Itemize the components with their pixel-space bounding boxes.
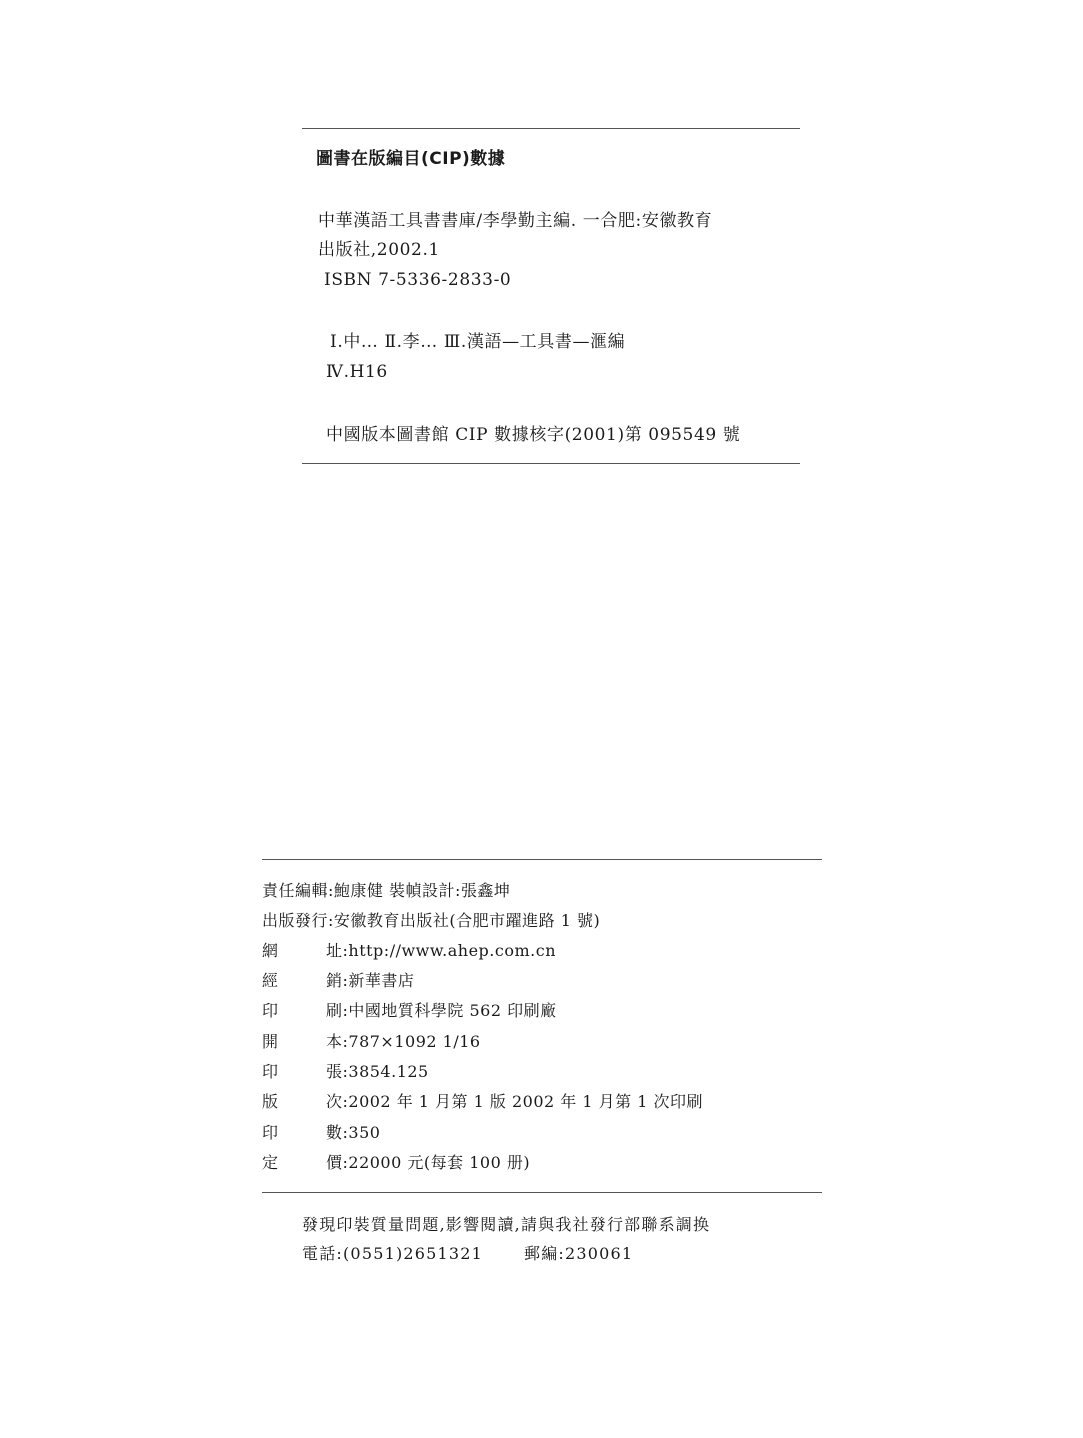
cip-line-2: 出版社,2002.1 xyxy=(318,240,440,260)
cip-isbn: ISBN 7-5336-2833-0 xyxy=(324,270,512,290)
cip-bottom-rule xyxy=(302,463,800,464)
cip-top-rule xyxy=(302,128,800,129)
imprint-row-label: 印 xyxy=(262,1062,279,1081)
imprint-row-label: 印 xyxy=(262,1001,279,1020)
imprint-row-value: 本:787×1092 1/16 xyxy=(326,1032,481,1051)
imprint-row-value: 張:3854.125 xyxy=(326,1062,429,1081)
contact-postcode: 郵編:230061 xyxy=(524,1244,634,1263)
imprint-row-label: 經 xyxy=(262,971,279,990)
imprint-row-label: 網 xyxy=(262,941,279,960)
cip-record: 中國版本圖書館 CIP 數據核字(2001)第 095549 號 xyxy=(326,425,741,445)
cip-subjects: Ⅰ.中… Ⅱ.李… Ⅲ.漢語—工具書—滙編 xyxy=(330,332,626,352)
imprint-bottom-rule xyxy=(262,1192,822,1193)
imprint-row-value: 址:http://www.ahep.com.cn xyxy=(326,941,557,960)
imprint-row-value: 刷:中國地質科學院 562 印刷廠 xyxy=(326,1001,557,1020)
imprint-row-value: 次:2002 年 1 月第 1 版 2002 年 1 月第 1 次印刷 xyxy=(326,1092,703,1111)
imprint-publisher: 出版發行:安徽教育出版社(合肥市躍進路 1 號) xyxy=(262,911,601,930)
imprint-row-value: 銷:新華書店 xyxy=(326,971,415,990)
contact-phone: 電話:(0551)2651321 xyxy=(302,1244,484,1263)
imprint-editor: 責任編輯:鮑康健 裝幀設計:張鑫坤 xyxy=(262,881,511,900)
cip-classification: Ⅳ.H16 xyxy=(326,362,388,382)
imprint-row-value: 數:350 xyxy=(326,1123,381,1142)
imprint-row-label: 開 xyxy=(262,1032,279,1051)
cip-title: 圖書在版編目(CIP)數據 xyxy=(316,149,506,169)
imprint-top-rule xyxy=(262,859,822,860)
quality-notice: 發現印裝質量問題,影響閱讀,請與我社發行部聯系調换 xyxy=(302,1215,711,1234)
imprint-row-label: 印 xyxy=(262,1123,279,1142)
cip-line-1: 中華漢語工具書書庫/李學勤主編. 一合肥:安徽教育 xyxy=(318,211,713,231)
imprint-row-value: 價:22000 元(每套 100 册) xyxy=(326,1153,531,1172)
imprint-row-label: 定 xyxy=(262,1153,279,1172)
imprint-row-label: 版 xyxy=(262,1092,279,1111)
